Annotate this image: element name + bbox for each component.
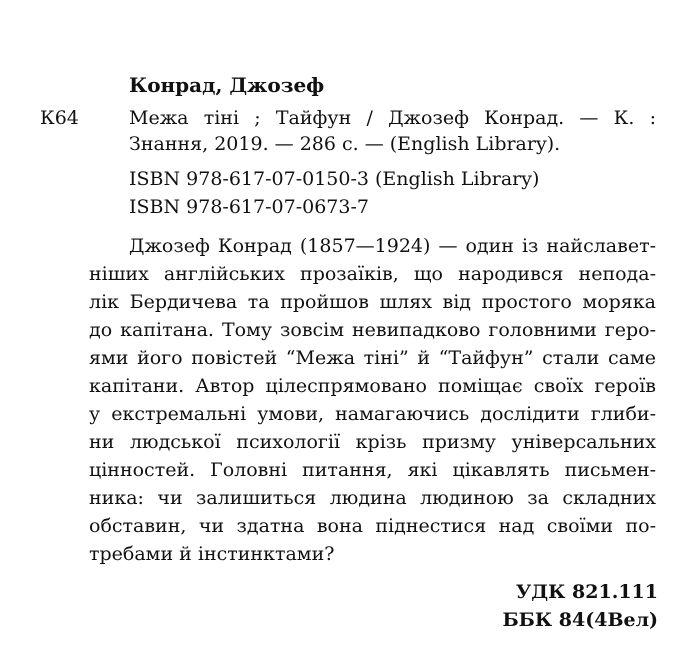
isbn-line: ISBN 978-617-07-0673-7 — [129, 196, 369, 218]
bibliographic-line-1: Межа тіні ; Тайфун / Джозеф Конрад. — К. : — [129, 107, 656, 129]
isbn-line: ISBN 978-617-07-0150-3 (English Library) — [129, 168, 540, 190]
annotation-line: ніших англійських прозаїків, що народився непода- — [89, 263, 656, 285]
bbk-index: ББК 84(4Вел) — [502, 609, 658, 631]
annotation-line: обставин, чи здатна вона піднестися над своїми по- — [89, 515, 656, 537]
annotation-line: ника: чи залишиться людина людиною за складних — [89, 487, 656, 509]
bibliographic-line-2: Знання, 2019. — 286 с. — (English Library). — [129, 133, 561, 155]
author-sign-code: К64 — [40, 107, 79, 129]
annotation-line: цінностей. Головні питання, які цікавлять письмен- — [89, 459, 656, 481]
annotation-line: до капітана. Тому зовсім невипадково головними геро- — [89, 319, 656, 341]
annotation-line: ни людської психології крізь призму універсальних — [89, 431, 656, 453]
annotation-line: ями його повістей “Межа тіні” й “Тайфун” стали саме — [89, 347, 656, 369]
annotation-line: у екстремальні умови, намагаючись дослідити глиби- — [89, 403, 656, 425]
annotation-line: лік Бердичева та пройшов шлях від простого моряка — [89, 291, 656, 313]
udk-index: УДК 821.111 — [515, 581, 658, 603]
annotation-line: Джозеф Конрад (1857—1924) — один із найславет- — [129, 235, 656, 257]
annotation-line: требами й інстинктами? — [89, 543, 335, 565]
author-heading: Конрад, Джозеф — [129, 73, 325, 97]
annotation-line: капітани. Автор цілеспрямовано поміщає своїх героїв — [89, 375, 656, 397]
